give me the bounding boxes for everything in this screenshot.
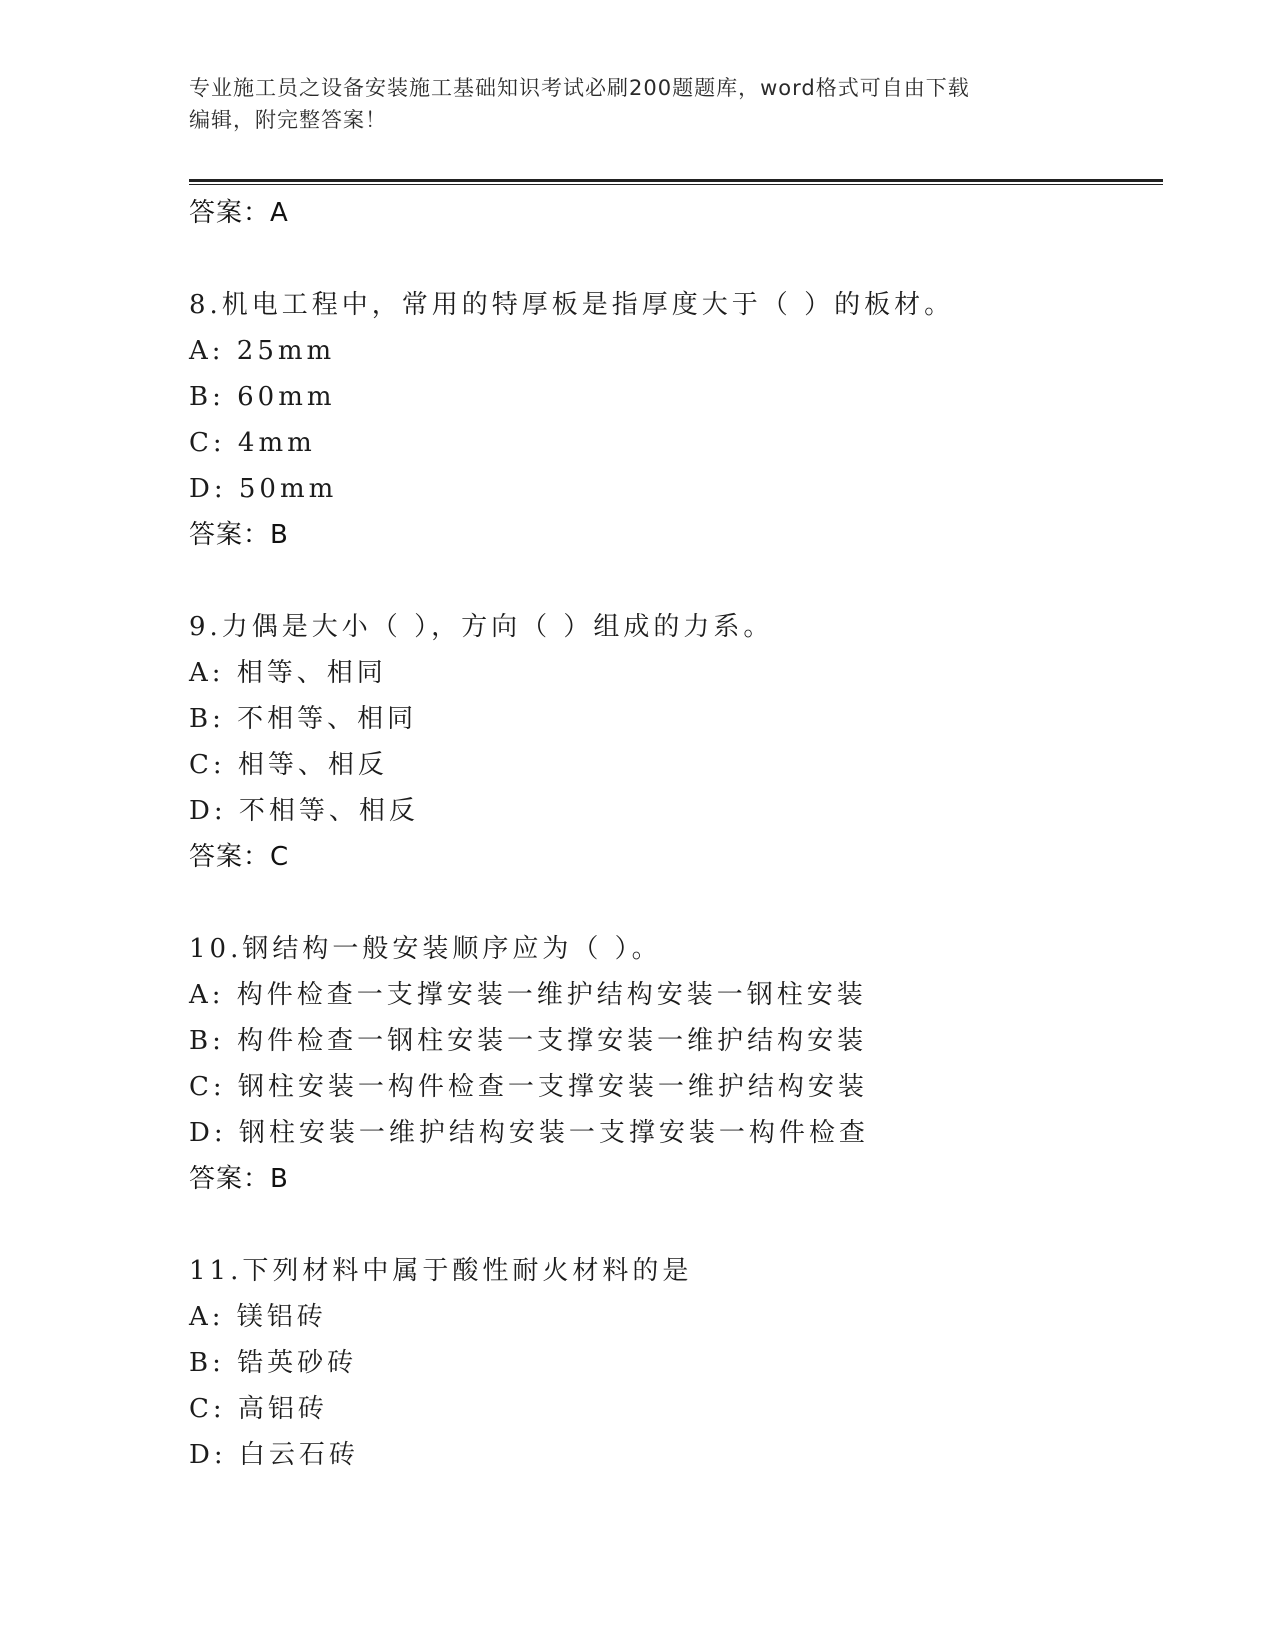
question-title: 11.下列材料中属于酸性耐火材料的是 bbox=[189, 1256, 693, 1286]
question-title: 10.钢结构一般安装顺序应为（ ）。 bbox=[189, 934, 662, 964]
option-d: D: 白云石砖 bbox=[189, 1440, 359, 1470]
option-c: C: 相等、相反 bbox=[189, 750, 388, 780]
document-header bbox=[189, 72, 1089, 136]
option-a: A: 相等、相同 bbox=[189, 658, 387, 688]
question-title: 9.力偶是大小（ ），方向（ ）组成的力系。 bbox=[189, 612, 774, 642]
previous-answer: 答案：A bbox=[189, 198, 289, 228]
option-a: A: 构件检查一支撑安装一维护结构安装一钢柱安装 bbox=[189, 980, 867, 1010]
question-11 bbox=[189, 1248, 1163, 1478]
option-a: A: 25mm bbox=[189, 336, 336, 366]
question-9 bbox=[189, 604, 1163, 880]
header-line-1: 专业施工员之设备安装施工基础知识考试必刷200题题库，word格式可自由下载 bbox=[189, 76, 970, 100]
option-b: B: 60mm bbox=[189, 382, 336, 412]
header-rule-thin bbox=[189, 184, 1163, 185]
option-d: D: 50mm bbox=[189, 474, 338, 504]
question-title: 8.机电工程中，常用的特厚板是指厚度大于（ ）的板材。 bbox=[189, 290, 955, 320]
answer: 答案：B bbox=[189, 1164, 289, 1194]
option-b: B: 构件检查一钢柱安装一支撑安装一维护结构安装 bbox=[189, 1026, 868, 1056]
answer: 答案：C bbox=[189, 842, 290, 872]
option-c: C: 高铝砖 bbox=[189, 1394, 328, 1424]
option-d: D: 钢柱安装一维护结构安装一支撑安装一构件检查 bbox=[189, 1118, 869, 1148]
answer: 答案：B bbox=[189, 520, 289, 550]
question-10 bbox=[189, 926, 1163, 1202]
header-line-2: 编辑，附完整答案！ bbox=[189, 108, 387, 132]
option-d: D: 不相等、相反 bbox=[189, 796, 419, 826]
option-c: C: 4mm bbox=[189, 428, 316, 458]
option-b: B: 不相等、相同 bbox=[189, 704, 418, 734]
header-rule-thick bbox=[189, 179, 1163, 182]
option-c: C: 钢柱安装一构件检查一支撑安装一维护结构安装 bbox=[189, 1072, 868, 1102]
option-a: A: 镁铝砖 bbox=[189, 1302, 327, 1332]
option-b: B: 锆英砂砖 bbox=[189, 1348, 358, 1378]
question-8 bbox=[189, 282, 1163, 558]
question-list bbox=[189, 190, 1163, 1524]
